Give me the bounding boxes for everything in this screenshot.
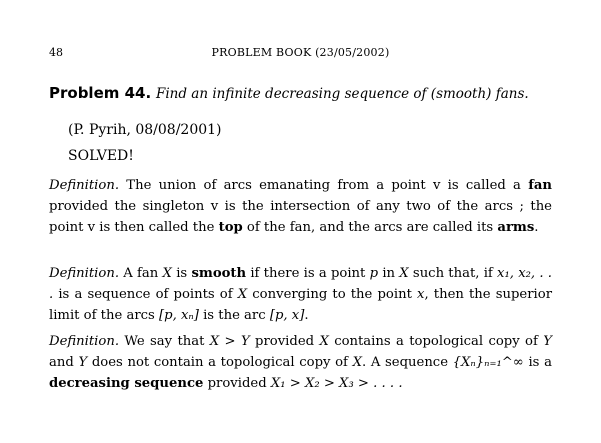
math-symbol: p [369,266,379,281]
math-arc: [p, xₙ] [158,308,199,323]
attribution: (P. Pyrih, 08/08/2001) [68,122,222,138]
math-symbol: Y [78,355,88,370]
math-chain: X₁ > X₂ > X₃ > . . . . [270,376,403,391]
status: SOLVED! [68,148,134,164]
definition-text: if there is a point [250,266,366,281]
definition-text: of the fan, and the arcs are called its [246,220,494,235]
definition-text: . [534,220,539,235]
definition-smooth [49,263,552,326]
page-header [49,46,552,64]
math-symbol: X [352,355,362,370]
definition-text: The union of arcs emanating from a point v is called a [126,178,521,193]
running-title: PROBLEM BOOK (23/05/2002) [211,46,390,59]
definition-text: provided the singleton v is the intersection of any two of the arcs ; the point v is then called the [49,199,552,235]
definition-text: is a [528,355,552,370]
definition-text: and [49,355,74,370]
definition-text: converging to the point [252,287,412,302]
definition-label: Definition. [49,178,120,193]
math-arc: [p, x] [269,308,305,323]
math-symbol: X [237,287,248,302]
definition-text: is a sequence of points of [58,287,233,302]
definition-text: We say that [124,334,205,349]
page-number: 48 [49,46,63,59]
term-decreasing-sequence: decreasing sequence [49,376,204,391]
definition-text: such that, if [412,266,493,281]
problem-label: Problem 44. [49,84,152,102]
math-sequence: x₁, x₂, . . . [49,266,552,302]
math-sequence: {Xₙ}ₙ₌₁^∞ [452,355,524,370]
definition-text: contains a topological copy of [334,334,538,349]
problem-heading [49,84,559,102]
definition-text: provided [207,376,267,391]
definition-label: Definition. [49,266,120,281]
definition-text: A fan [123,266,159,281]
math-symbol: x [417,287,425,302]
definition-text: does not contain a topological copy of [91,355,348,370]
problem-statement: Find an infinite decreasing sequence of (smooth) fans. [155,86,529,102]
math-relation: X > Y [209,334,250,349]
math-symbol: X [399,266,409,281]
math-symbol: Y [543,334,552,349]
term-top: top [218,220,243,235]
math-symbol: X [319,334,329,349]
definition-text: , then the superior limit of the arcs [49,287,553,323]
term-fan: fan [528,178,552,193]
definition-text: is [176,266,188,281]
term-arms: arms [497,220,535,235]
definition-fan [49,175,552,238]
definition-text: . [304,308,309,323]
math-symbol: X [162,266,172,281]
definition-text: in [382,266,396,281]
definition-text: is the arc [203,308,266,323]
definition-decreasing-sequence [49,331,552,394]
definition-label: Definition. [49,334,120,349]
definition-text: . A sequence [361,355,448,370]
term-smooth: smooth [191,266,247,281]
definition-text: provided [255,334,315,349]
